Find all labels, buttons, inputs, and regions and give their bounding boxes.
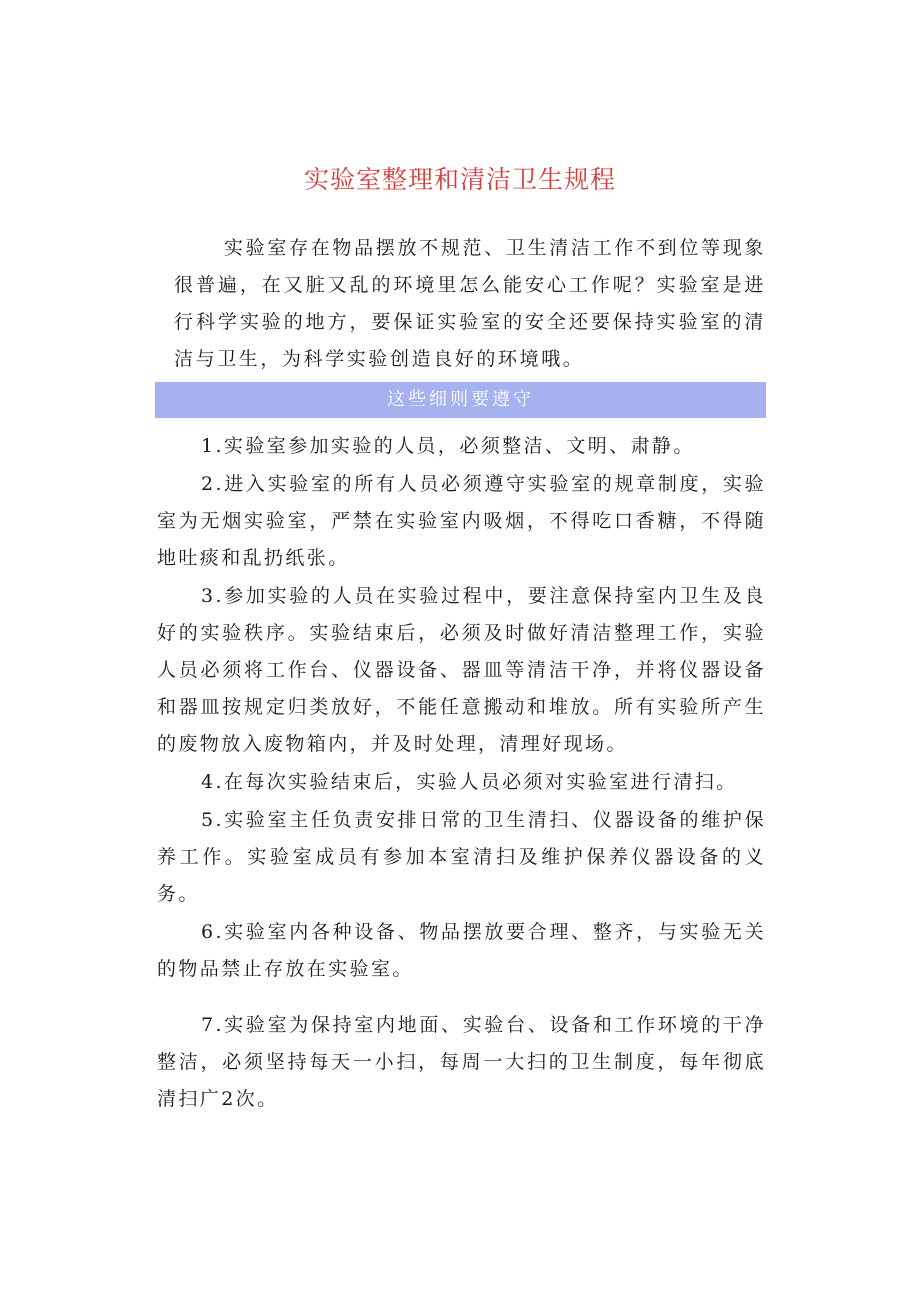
rule-item-1: 1.实验室参加实验的人员，必须整洁、文明、肃静。 bbox=[201, 435, 695, 457]
rule-item-7: 7.实验室为保持室内地面、实验台、设备和工作环境的干净整洁，必须坚持每天一小扫，每周一大扫的卫生制度，每年彻底清扫广2次。 bbox=[157, 1014, 766, 1110]
section-banner: 这些细则要遵守 bbox=[155, 382, 766, 418]
rule-item-4: 4.在每次实验结束后，实验人员必须对实验室进行清扫。 bbox=[201, 771, 738, 793]
rules-list bbox=[157, 428, 766, 1119]
intro-paragraph: 实验室存在物品摆放不规范、卫生清洁工作不到位等现象很普遍，在又脏又乱的环境里怎么能安心工作呢？实验室是进行科学实验的地方，要保证实验室的安全还要保持实验室的清洁与卫生，为科学实验创造良好的环境哦。 bbox=[174, 237, 766, 370]
document-title: 实验室整理和清洁卫生规程 bbox=[303, 165, 616, 194]
rule-item-5: 5.实验室主任负责安排日常的卫生清扫、仪器设备的维护保养工作。实验室成员有参加本室清扫及维护保养仪器设备的义务。 bbox=[157, 809, 766, 905]
rule-item-3: 3.参加实验的人员在实验过程中，要注意保持室内卫生及良好的实验秩序。实验结束后，必须及时做好清洁整理工作，实验人员必须将工作台、仪器设备、器皿等清洁干净，并将仪器设备和器皿按规定归类放好，不能任意搬动和堆放。所有实验所产生的废物放入废物箱内，并及时处理，清理好现场。 bbox=[157, 585, 766, 755]
rule-item-2: 2.进入实验室的所有人员必须遵守实验室的规章制度，实验室为无烟实验室，严禁在实验室内吸烟，不得吃口香糖，不得随地吐痰和乱扔纸张。 bbox=[157, 473, 766, 569]
rule-item-6: 6.实验室内各种设备、物品摆放要合理、整齐，与实验无关的物品禁止存放在实验室。 bbox=[157, 921, 766, 980]
